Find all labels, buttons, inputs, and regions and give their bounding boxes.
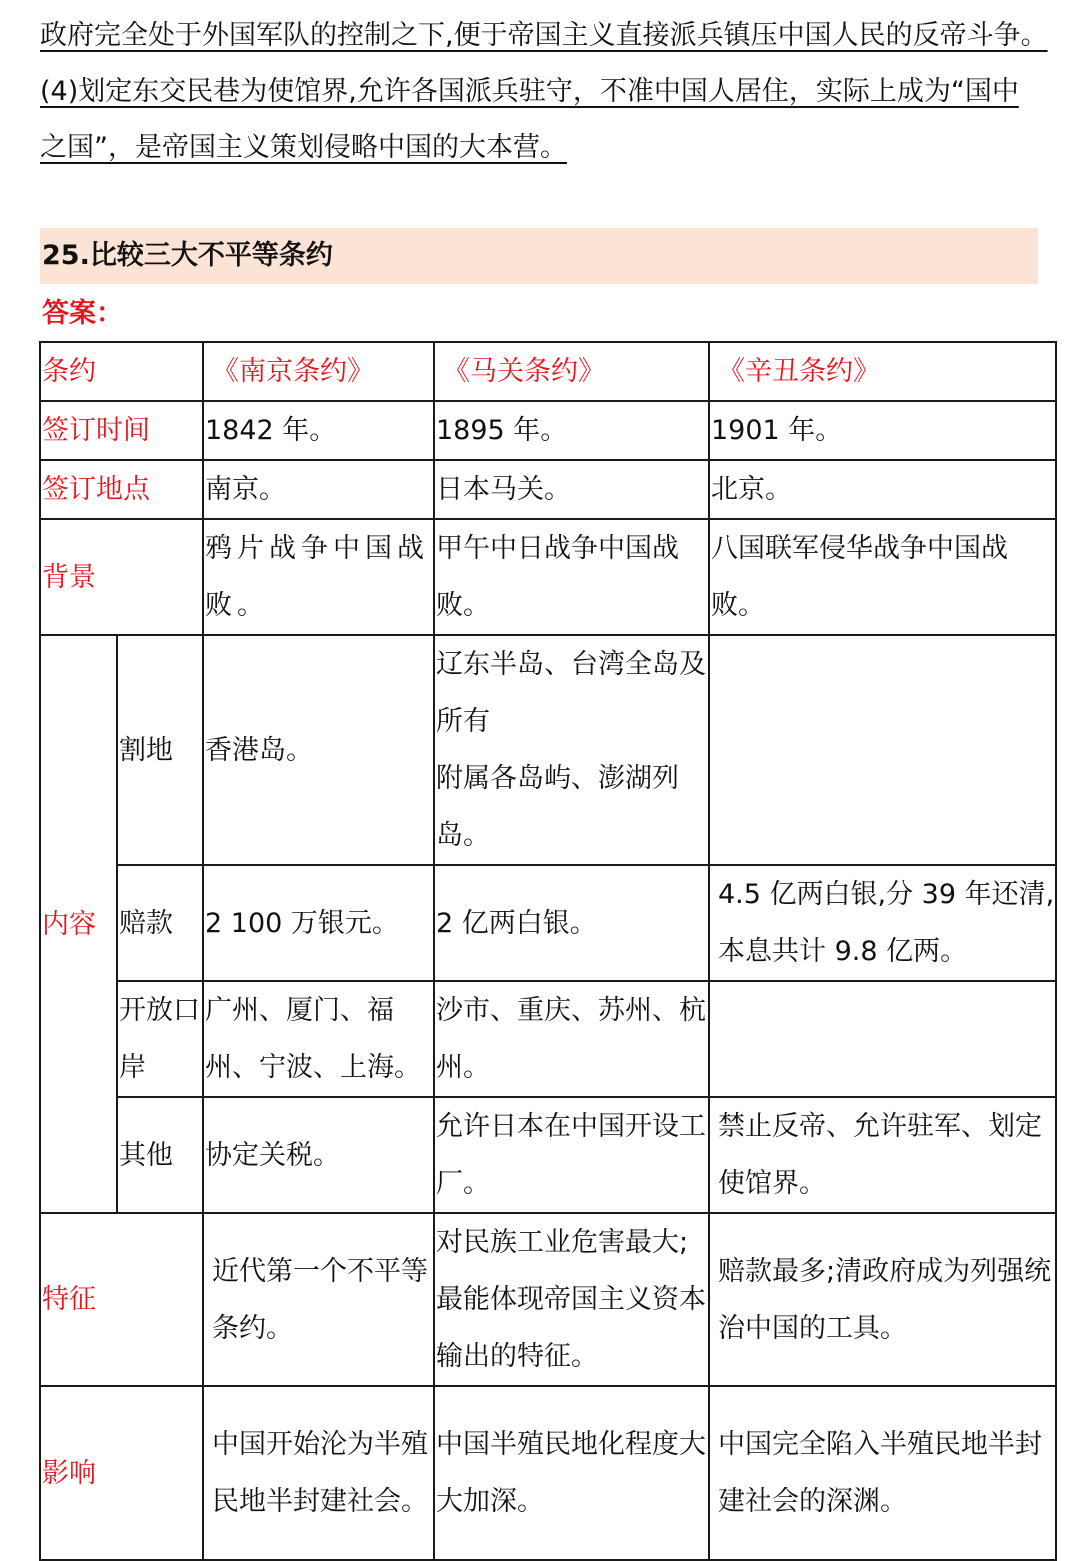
sublabel-indemnity: 赔款 xyxy=(117,865,203,981)
cell-other-maguan: 允许日本在中国开设工厂。 xyxy=(434,1097,709,1213)
cell-place-nanjing: 南京。 xyxy=(203,460,434,519)
cell-impact-nanjing: 中国开始沦为半殖民地半封建社会。 xyxy=(203,1386,434,1560)
cell-ports-nanjing: 广州、厦门、福州、宁波、上海。 xyxy=(203,981,434,1097)
row-label-features: 特征 xyxy=(40,1213,203,1386)
answer-label: 答案： xyxy=(42,298,123,329)
cell-place-maguan: 日本马关。 xyxy=(434,460,709,519)
sublabel-ports: 开放口岸 xyxy=(117,981,203,1097)
cell-features-xinchou: 赔款最多;清政府成为列强统治中国的工具。 xyxy=(709,1213,1056,1386)
row-label-impact: 影响 xyxy=(40,1386,203,1560)
cell-cession-maguan xyxy=(434,635,709,865)
cell-ports-xinchou xyxy=(709,981,1056,1097)
table-row-ports xyxy=(40,981,1056,1097)
sublabel-cession: 割地 xyxy=(117,635,203,865)
cell-cession-maguan-line2: 附属各岛屿、澎湖列岛。 xyxy=(436,763,679,851)
cell-background-nanjing: 鸦片战争中国战败。 xyxy=(203,519,434,635)
cell-impact-maguan: 中国半殖民地化程度大大加深。 xyxy=(434,1386,709,1560)
cell-features-nanjing: 近代第一个不平等条约。 xyxy=(203,1213,434,1386)
table-row-background xyxy=(40,519,1056,635)
table-row-indemnity xyxy=(40,865,1056,981)
cell-indemnity-maguan: 2 亿两白银。 xyxy=(434,865,709,981)
cell-background-maguan: 甲午中日战争中国战败。 xyxy=(434,519,709,635)
cell-cession-maguan-line1: 辽东半岛、台湾全岛及所有 xyxy=(436,649,706,737)
treaty-comparison-table xyxy=(39,341,1057,1561)
sublabel-other: 其他 xyxy=(117,1097,203,1213)
intro-line-2: (4)划定东交民巷为使馆界,允许各国派兵驻守，不准中国人居住，实际上成为“国中 xyxy=(40,76,1019,107)
row-label-content: 内容 xyxy=(40,635,117,1213)
header-nanjing-treaty: 《南京条约》 xyxy=(203,342,434,401)
table-row-cession xyxy=(40,635,1056,865)
table-row-impact xyxy=(40,1386,1056,1560)
intro-line-1: 政府完全处于外国军队的控制之下,便于帝国主义直接派兵镇压中国人民的反帝斗争。 xyxy=(40,20,1048,51)
cell-time-xinchou: 1901 年。 xyxy=(709,401,1056,460)
row-label-time: 签订时间 xyxy=(40,401,203,460)
question-title: 25.比较三大不平等条约 xyxy=(42,240,333,271)
cell-impact-xinchou: 中国完全陷入半殖民地半封建社会的深渊。 xyxy=(709,1386,1056,1560)
table-row-features xyxy=(40,1213,1056,1386)
cell-time-nanjing: 1842 年。 xyxy=(203,401,434,460)
cell-indemnity-xinchou: 4.5 亿两白银,分 39 年还清,本息共计 9.8 亿两。 xyxy=(709,865,1056,981)
cell-background-xinchou: 八国联军侵华战争中国战败。 xyxy=(709,519,1056,635)
cell-cession-xinchou xyxy=(709,635,1056,865)
header-maguan-treaty: 《马关条约》 xyxy=(434,342,709,401)
table-row-place xyxy=(40,460,1056,519)
cell-ports-maguan: 沙市、重庆、苏州、杭州。 xyxy=(434,981,709,1097)
table-row-other xyxy=(40,1097,1056,1213)
header-xinchou-treaty: 《辛丑条约》 xyxy=(709,342,1056,401)
table-row-header xyxy=(40,342,1056,401)
cell-other-xinchou: 禁止反帝、允许驻军、划定使馆界。 xyxy=(709,1097,1056,1213)
cell-time-maguan: 1895 年。 xyxy=(434,401,709,460)
cell-indemnity-nanjing: 2 100 万银元。 xyxy=(203,865,434,981)
cell-place-xinchou: 北京。 xyxy=(709,460,1056,519)
cell-other-nanjing: 协定关税。 xyxy=(203,1097,434,1213)
table-row-time xyxy=(40,401,1056,460)
row-label-place: 签订地点 xyxy=(40,460,203,519)
header-label-cell: 条约 xyxy=(40,342,203,401)
cell-features-maguan: 对民族工业危害最大;最能体现帝国主义资本输出的特征。 xyxy=(434,1213,709,1386)
intro-paragraph xyxy=(40,8,1050,176)
cell-cession-nanjing: 香港岛。 xyxy=(203,635,434,865)
intro-line-3: 之国”，是帝国主义策划侵略中国的大本营。 xyxy=(40,132,567,163)
row-label-background: 背景 xyxy=(40,519,203,635)
